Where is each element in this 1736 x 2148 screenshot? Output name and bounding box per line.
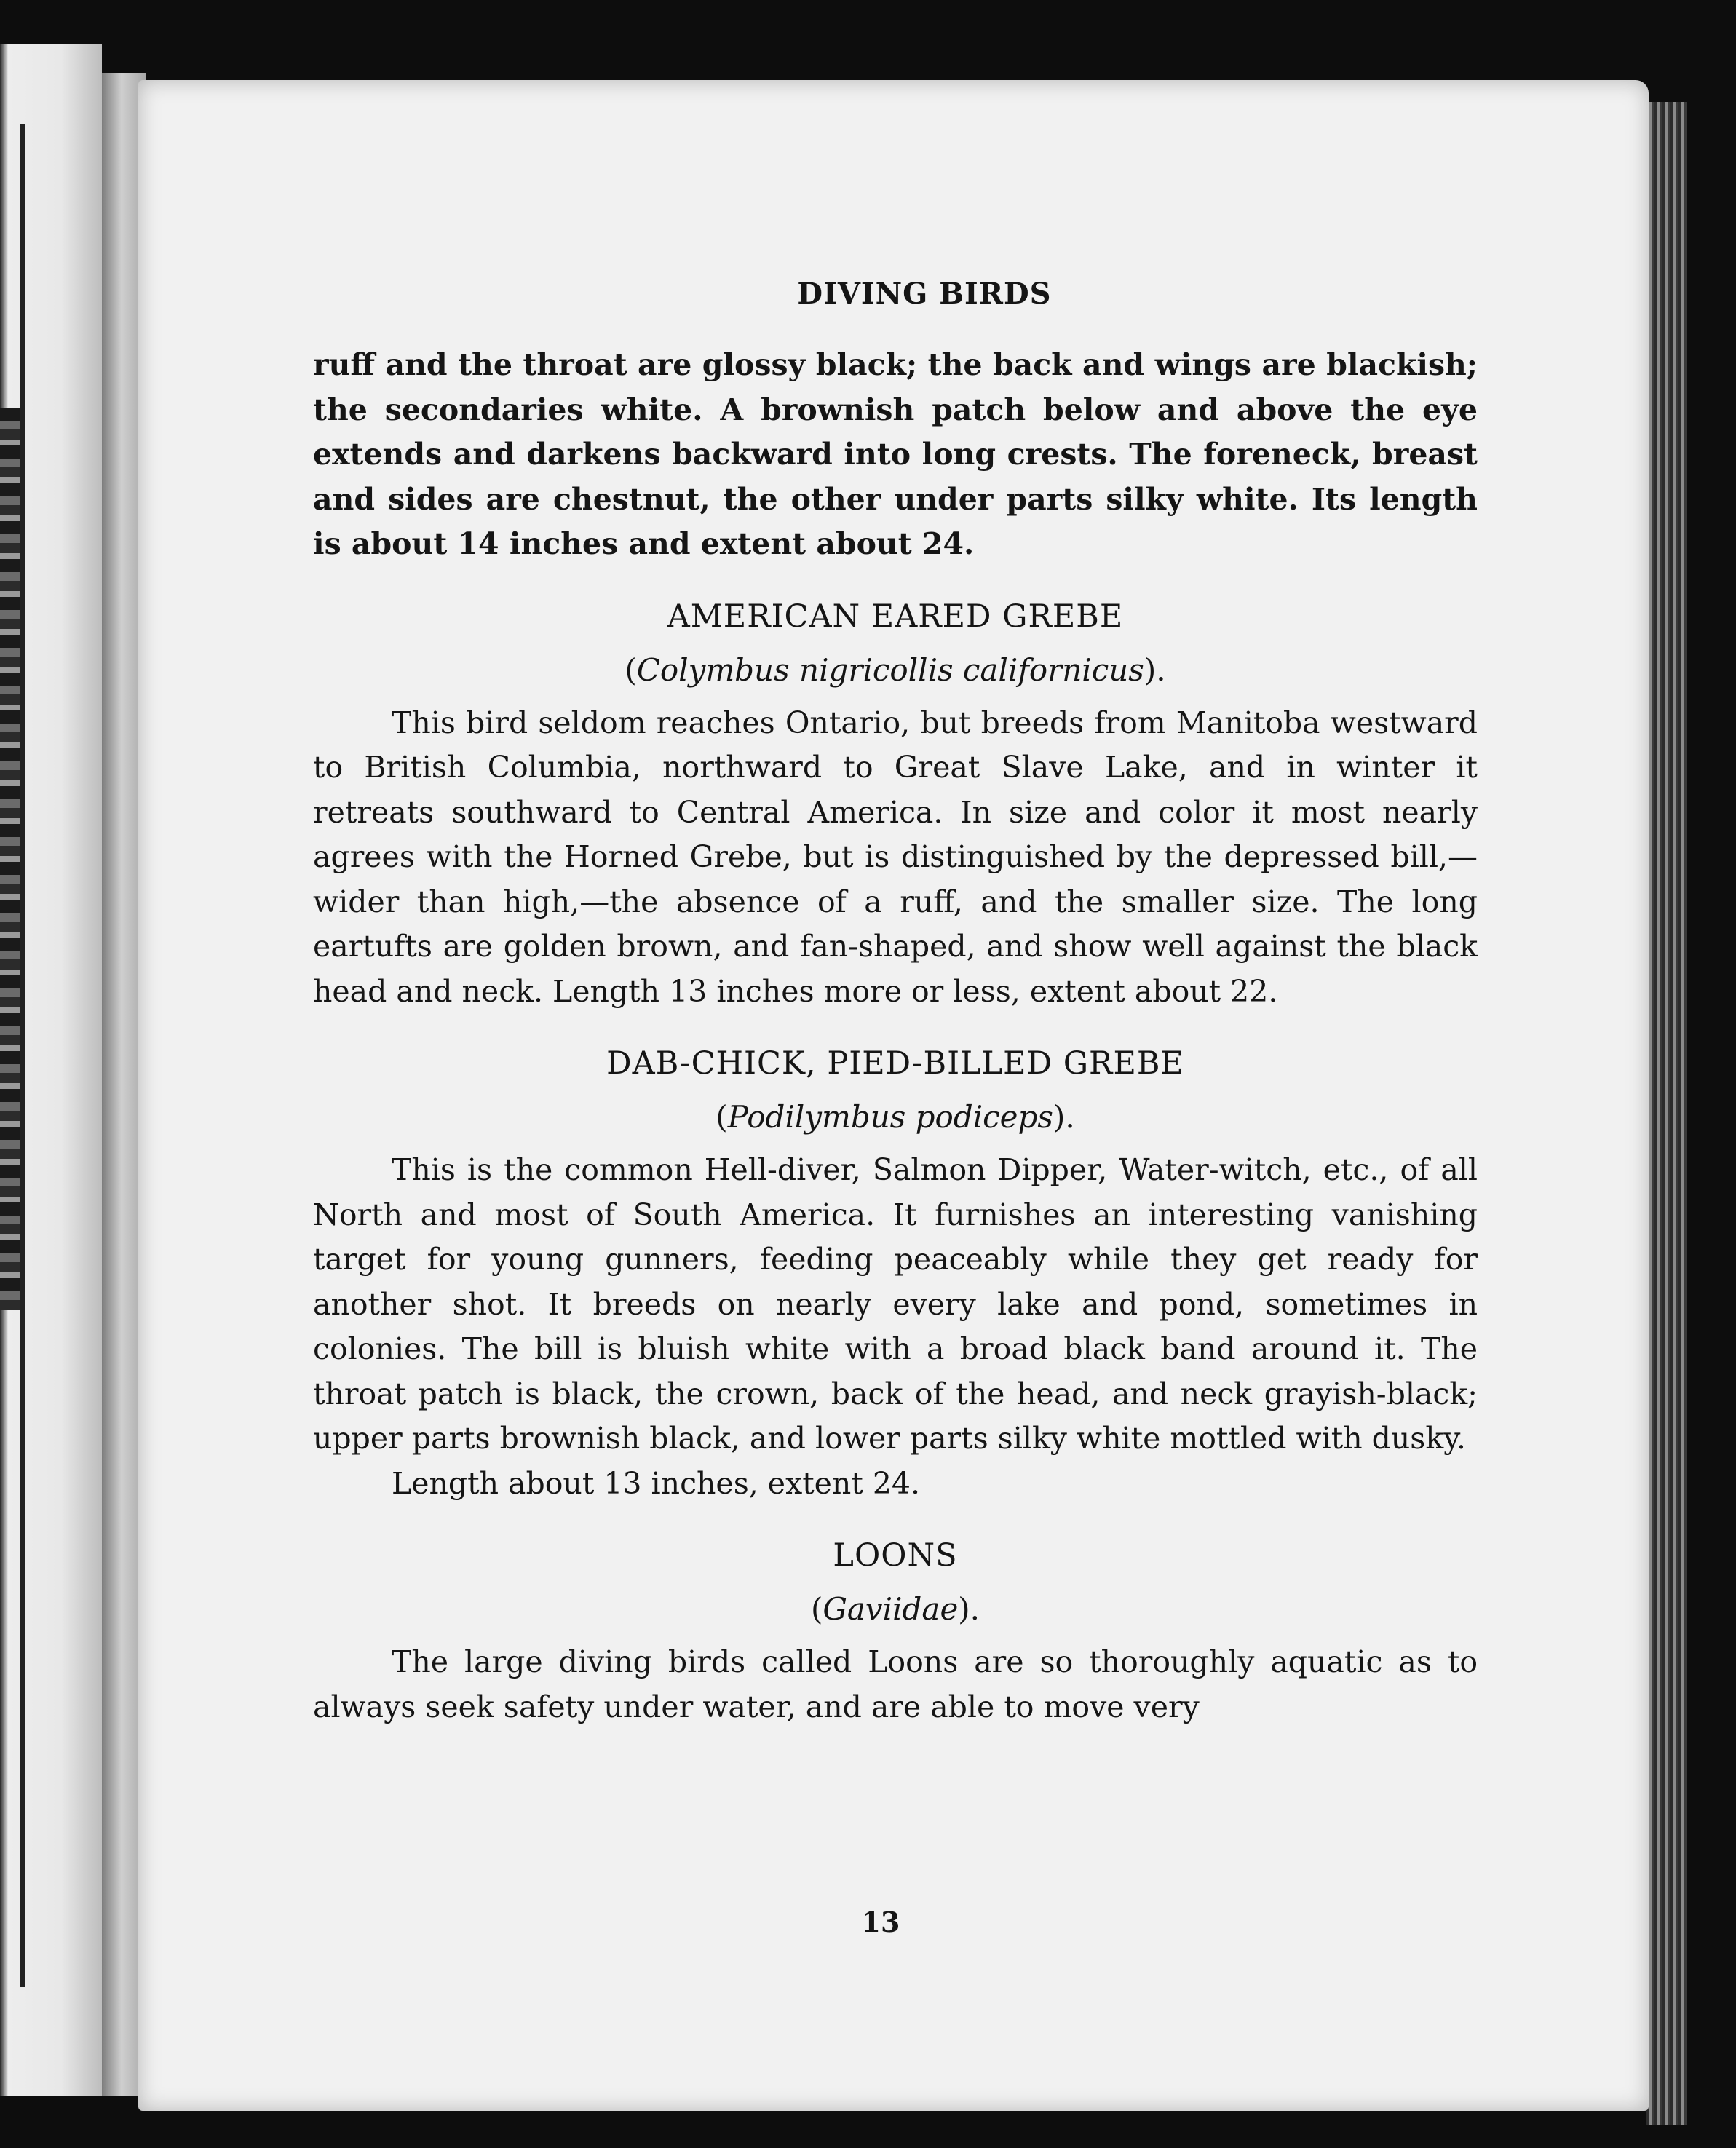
section-heading-loons: LOONS: [833, 1537, 958, 1574]
paragraph-eared-grebe: This bird seldom reaches Ontario, but breeds from Manitoba westward to British Columbia, northward to Great Slave Lake, and in winter it retreats southward to Central America. In size and color it most nearly agrees with the Horned Grebe, but is distinguished by the depressed bill,—wider than high,—the absence of a ruff, and the smaller size. The long eartufts are golden brown, and fan-shaped, and show well against the black head and neck. Length 13 inches more or less, extent about 22.: [313, 705, 1478, 1009]
latin-name-eared-grebe: (Colymbus nigricollis californicus).: [625, 651, 1166, 688]
paragraph-pied-billed-grebe: This is the common Hell-diver, Salmon Dipper, Water-witch, etc., of all North and most of South America. It furnishes an interesting vanishing target for young gunners, feeding peaceably while they get ready for another shot. It breeds on nearly every lake and pond, sometimes in colonies. The bill is bluish white with a broad black band around it. The throat patch is black, the crown, back of the head, and neck grayish-black; upper parts brownish black, and lower parts silky white mottled with dusky.: [313, 1152, 1478, 1456]
page-stack-edge: [1646, 102, 1687, 2125]
page-number: 13: [861, 1906, 900, 1938]
latin-name-text: Colymbus nigricollis californicus: [636, 651, 1144, 688]
latin-name-pied-billed-grebe: (Podilymbus podiceps).: [716, 1099, 1075, 1135]
latin-name-text: Gaviidae: [823, 1591, 959, 1627]
intro-paragraph: ruff and the throat are glossy black; the back and wings are blackish; the secondaries white. A brownish patch below and above the eye extends and darkens backward into long crests. The foreneck, breast and sides are chestnut, the other under parts silky white. Its length is about 14 inches and extent about 24.: [313, 347, 1478, 561]
paragraph-loons: The large diving birds called Loons are so thoroughly aquatic as to always seek safety under water, and are able to move very: [313, 1644, 1478, 1724]
paragraph-pied-billed-grebe-length: Length about 13 inches, extent 24.: [392, 1465, 921, 1501]
page-text: [313, 277, 1478, 1729]
latin-name-loons: (Gaviidae).: [810, 1591, 980, 1627]
running-head: DIVING BIRDS: [797, 277, 1052, 311]
section-heading-pied-billed-grebe: DAB-CHICK, PIED-BILLED GREBE: [606, 1045, 1184, 1082]
latin-name-text: Podilymbus podiceps: [727, 1099, 1053, 1135]
left-page-photo-fragment: [0, 408, 20, 1310]
left-page-rule: [20, 124, 25, 1987]
section-heading-eared-grebe: AMERICAN EARED GREBE: [667, 598, 1124, 635]
